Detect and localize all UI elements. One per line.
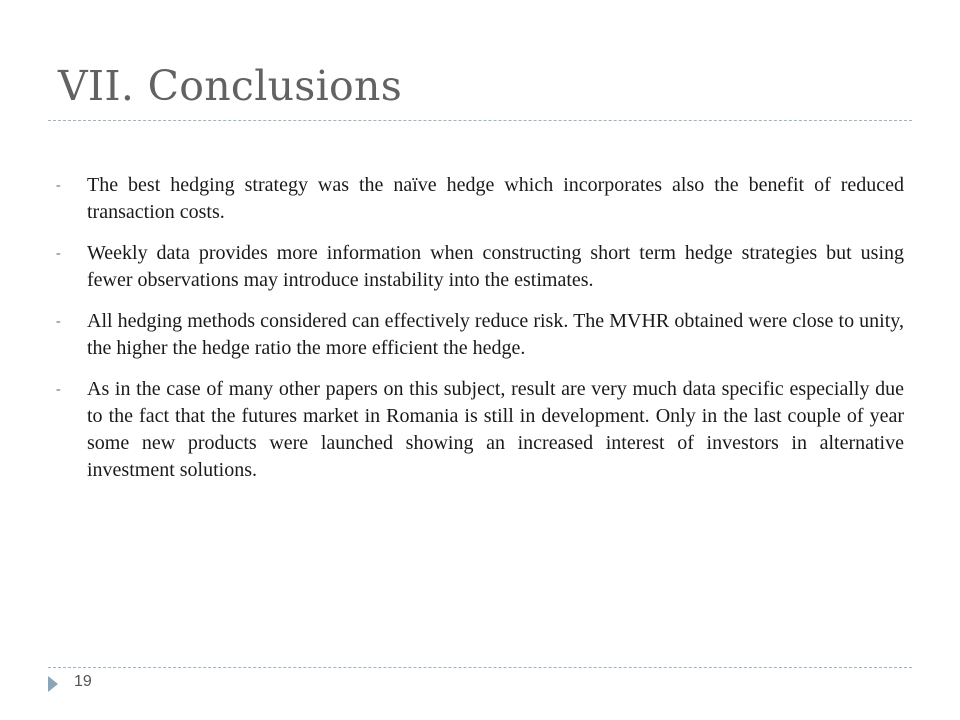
footer-divider (48, 667, 912, 668)
bullet-dash: - (56, 246, 61, 261)
bullet-dash: - (56, 314, 61, 329)
bullet-text: All hedging methods considered can effectively reduce risk. The MVHR obtained were close to unity, the higher the hedge ratio the more efficient the hedge. (87, 310, 904, 359)
conclusions-list (56, 172, 904, 498)
triangle-marker-icon (48, 676, 58, 692)
list-item (56, 172, 904, 226)
list-item (56, 308, 904, 362)
list-item (56, 240, 904, 294)
bullet-dash: - (56, 178, 61, 193)
list-item (56, 376, 904, 484)
bullet-text: The best hedging strategy was the naïve hedge which incorporates also the benefit of reduced transaction costs. (87, 174, 904, 223)
bullet-dash: - (56, 382, 61, 397)
title-divider (48, 120, 912, 121)
page-number: 19 (74, 673, 92, 690)
slide-title: VII. Conclusions (58, 62, 403, 110)
bullet-text: As in the case of many other papers on this subject, result are very much data specific especially due to the fact that the futures market in Romania is still in development. Only in the last couple of year some new products were launched showing an increased interest of investors in alternative investment solutions. (87, 378, 904, 481)
bullet-text: Weekly data provides more information when constructing short term hedge strategies but using fewer observations may introduce instability into the estimates. (87, 242, 904, 291)
